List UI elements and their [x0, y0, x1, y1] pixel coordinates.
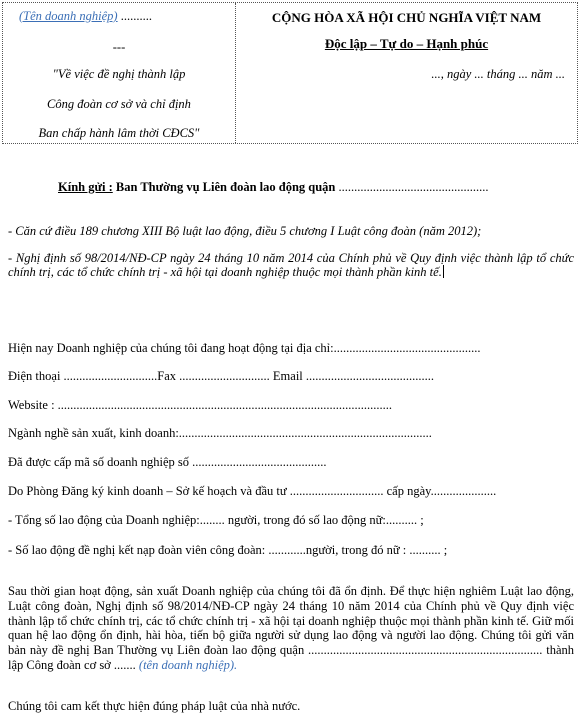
header-left-block: [3, 3, 236, 143]
addressee-dots: ................................................: [338, 180, 489, 194]
header-dash: ---: [112, 40, 126, 54]
company-line: [19, 9, 152, 24]
legal-basis-2: [8, 252, 574, 279]
text-cursor: [443, 265, 444, 278]
field-registration: Do Phòng Đăng ký kinh doanh – Sở kế hoạch và đầu tư .............................. cấp ngày.....................: [8, 484, 497, 498]
addressee-prefix: Kính gửi :: [58, 180, 113, 194]
field-enterprise-code: Đã được cấp mã số doanh nghiệp số ...........................................: [8, 455, 327, 469]
commitment-line: Chúng tôi cam kết thực hiện đúng pháp luật của nhà nước.: [8, 699, 301, 713]
subject-line-2: Công đoàn cơ sở và chỉ định: [47, 97, 191, 111]
body-paragraph-text: Sau thời gian hoạt động, sản xuất Doanh nghiệp của chúng tôi đã ổn định. Để thực hiện nghiêm Luật lao động, Luật công đoàn, Nghị định số 98/2014/NĐ-CP ngày 24 tháng 10 năm 2014 của Chính phủ về Quy định việc thành lập tổ chức chính trị, các tổ chức chính trị - xã hội tại doanh nghiệp thuộc mọi thành phần kinh tế. Giữ mối quan hệ lao động ổn định, hài hòa, tiến bộ giữa người sử dụng lao động và người lao động. Chúng tôi gửi văn bản này đề nghị Ban Thường vụ Liên đoàn lao động quận ........................................................................... thành lập Công đoàn cơ sở .......: [8, 584, 574, 672]
addressee: [58, 180, 489, 195]
field-contact: Điện thoại ..............................Fax ............................. Email .........................................: [8, 369, 435, 383]
field-address: Hiện nay Doanh nghiệp của chúng tôi đang hoạt động tại địa chỉ:...............................................: [8, 341, 481, 355]
document-header: [2, 2, 578, 144]
subject-line-3: Ban chấp hành lâm thời CĐCS": [38, 126, 200, 140]
field-business-sector: Ngành nghề sản xuất, kinh doanh:.................................................................................: [8, 426, 432, 440]
body-company-placeholder: (tên doanh nghiệp).: [138, 657, 238, 672]
field-website: Website : ...........................................................................................................: [8, 398, 393, 412]
company-name-placeholder: (Tên doanh nghiệp): [19, 9, 118, 23]
date-line: ..., ngày ... tháng ... năm ...: [431, 67, 565, 81]
addressee-name: Ban Thường vụ Liên đoàn lao động quận: [112, 180, 339, 194]
nation-title: CỘNG HÒA XÃ HỘI CHỦ NGHĨA VIỆT NAM: [271, 10, 542, 25]
subject-line-1: "Về việc đề nghị thành lập: [52, 67, 186, 81]
legal-basis-2-text: - Nghị định số 98/2014/NĐ-CP ngày 24 tháng 10 năm 2014 của Chính phủ về Quy định việc thành lập tổ chức chính trị, các tổ chức chính trị - xã hội tại doanh nghiệp thuộc mọi thành phần kinh tế.: [8, 251, 574, 279]
legal-basis-1: - Căn cứ điều 189 chương XIII Bộ luật lao động, điều 5 chương I Luật công đoàn (năm 2012);: [8, 224, 482, 238]
header-right-block: [236, 3, 577, 143]
nation-motto: Độc lập – Tự do – Hạnh phúc: [324, 36, 489, 51]
field-total-workers: - Tổng số lao động của Doanh nghiệp:........ người, trong đó số lao động nữ:.......... ;: [8, 513, 424, 527]
body-paragraph: [8, 584, 574, 673]
field-union-members: - Số lao động đề nghị kết nạp đoàn viên công đoàn: ............người, trong đó nữ : .......... ;: [8, 543, 448, 557]
company-dots: ..........: [117, 9, 152, 23]
